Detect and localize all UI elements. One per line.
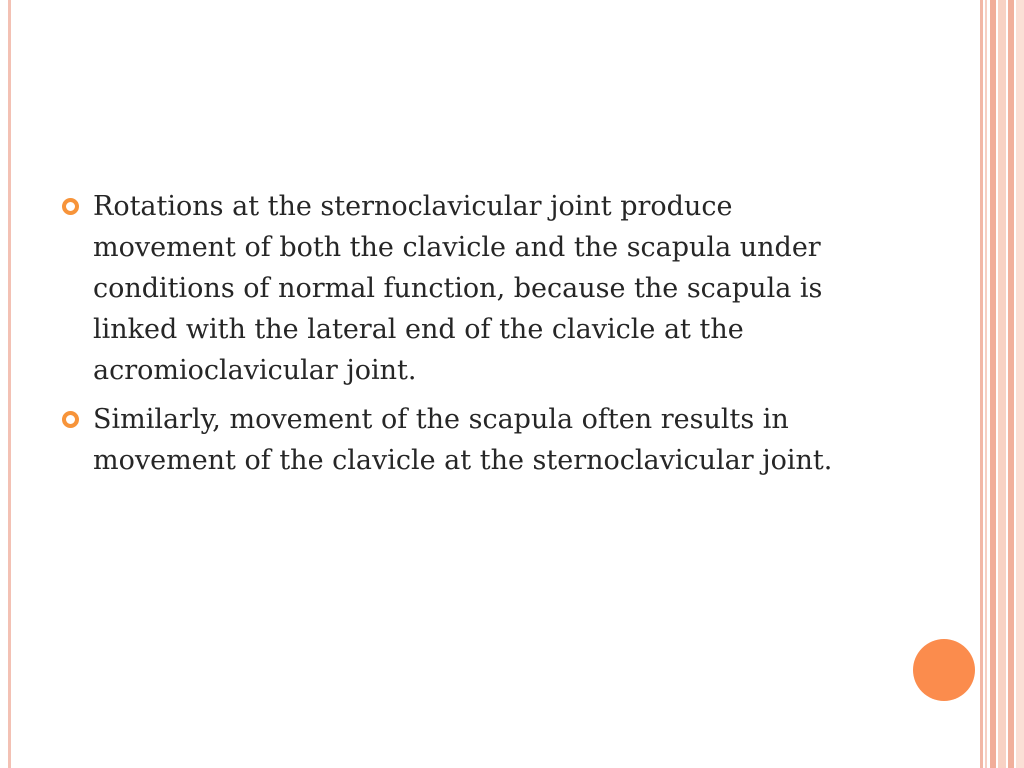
bullet-item (62, 186, 862, 391)
stripe (1008, 0, 1014, 768)
stripe (985, 0, 987, 768)
stripe (1016, 0, 1024, 768)
left-frame-line (8, 0, 11, 768)
stripe (998, 0, 1006, 768)
ring-bullet-icon (62, 198, 79, 215)
bullet-item (62, 399, 862, 481)
bullet-text: Similarly, movement of the scapula often results in movement of the clavicle at the sternoclavicular joint. (93, 404, 833, 476)
stripe (980, 0, 983, 768)
circle-decoration (913, 639, 975, 701)
bullet-text: Rotations at the sternoclavicular joint produce movement of both the clavicle and the scapula under conditions of normal function, because the scapula is linked with the lateral end of the clavicle at the acromioclavicular joint. (93, 191, 823, 386)
ring-bullet-icon (62, 411, 79, 428)
slide-body (62, 186, 862, 489)
right-decorative-stripes (980, 0, 1024, 768)
stripe (990, 0, 996, 768)
